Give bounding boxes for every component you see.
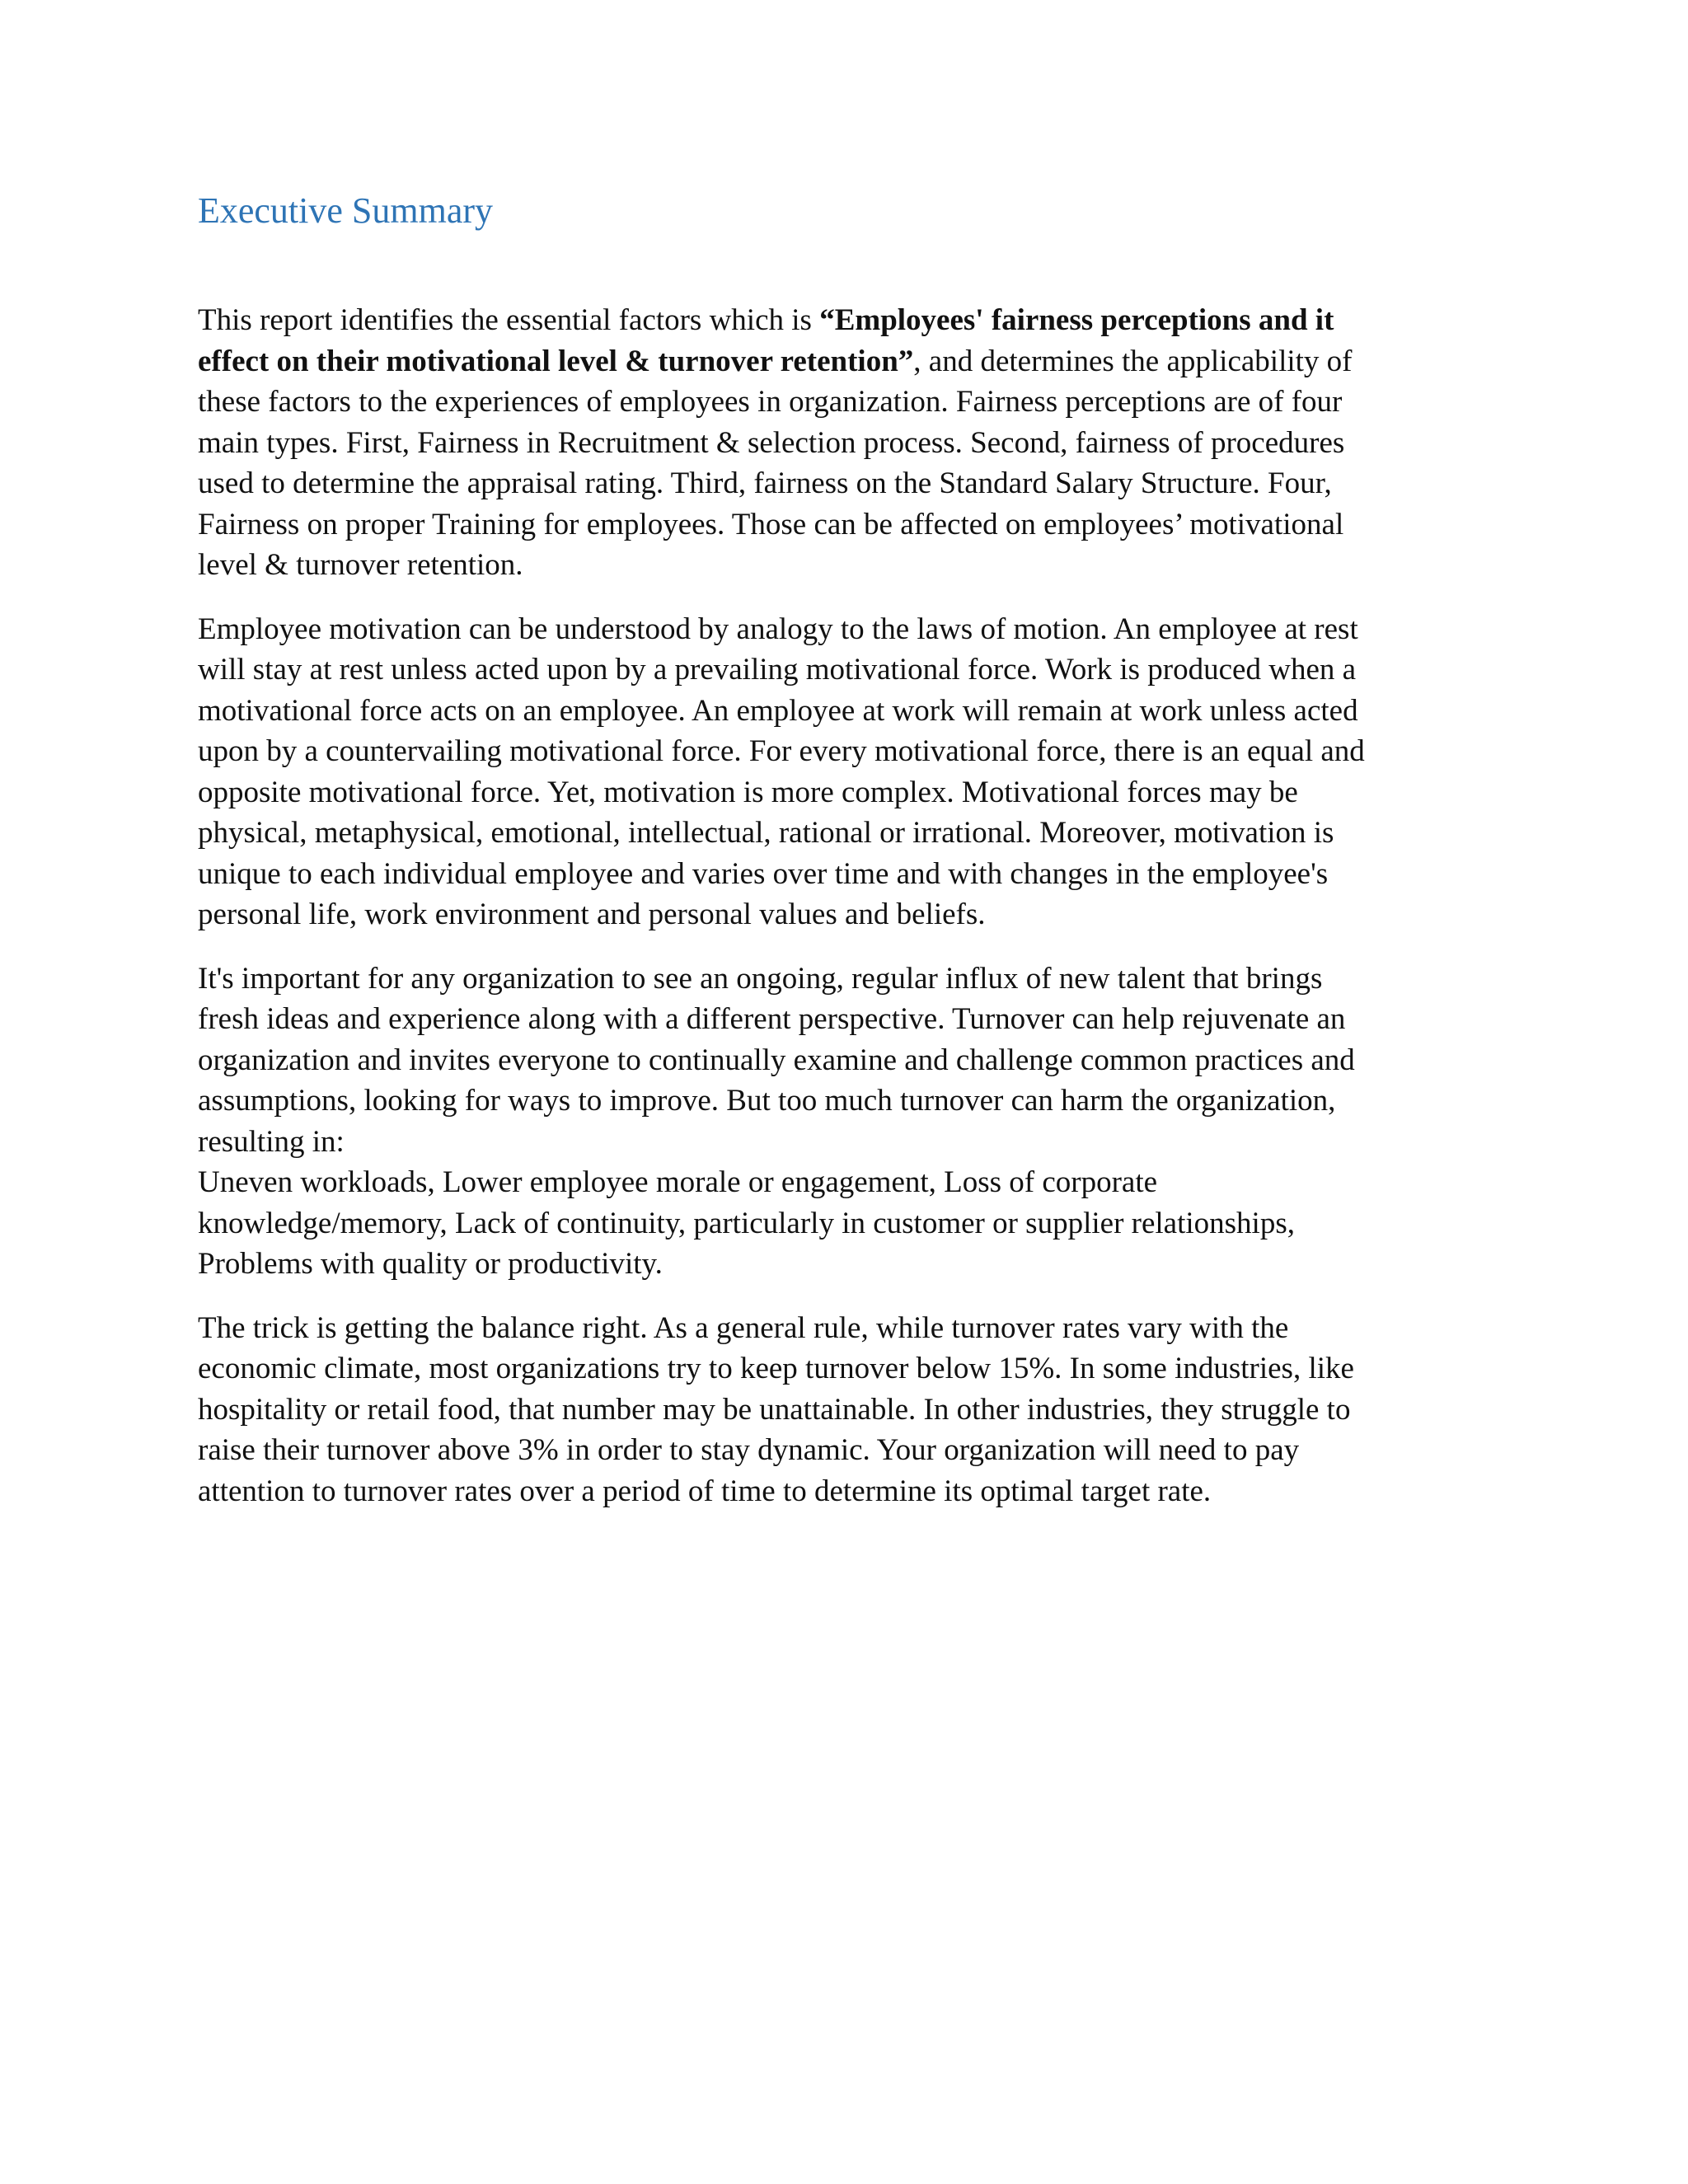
text-line — [198, 341, 1492, 382]
text-line: Uneven workloads, Lower employee morale or engagement, Loss of corporate — [198, 1165, 1158, 1199]
text-line: used to determine the appraisal rating. Third, fairness on the Standard Salary Structure. Four, — [198, 466, 1332, 500]
text-line: resulting in: — [198, 1124, 345, 1159]
paragraph-intro — [198, 300, 1492, 586]
text-line: main types. First, Fairness in Recruitment & selection process. Second, fairness of procedures — [198, 425, 1345, 460]
text-line: fresh ideas and experience along with a different perspective. Turnover can help rejuvenate an — [198, 1002, 1346, 1036]
text-line: level & turnover retention. — [198, 548, 523, 582]
text-run: This report identifies the essential factors which is — [198, 303, 820, 337]
text-line: raise their turnover above 3% in order to stay dynamic. Your organization will need to pay — [198, 1433, 1300, 1467]
bold-report-title: effect on their motivational level & turnover retention” — [198, 344, 914, 378]
text-line: hospitality or retail food, that number may be unattainable. In other industries, they struggle to — [198, 1392, 1351, 1427]
text-line: attention to turnover rates over a period of time to determine its optimal target rate. — [198, 1474, 1212, 1508]
text-line: physical, metaphysical, emotional, intellectual, rational or irrational. Moreover, motivation is — [198, 816, 1334, 850]
text-run: , and determines the applicability of — [913, 344, 1353, 378]
text-line: motivational force acts on an employee. An employee at work will remain at work unless acted — [198, 693, 1358, 728]
text-line: assumptions, looking for ways to improve. But too much turnover can harm the organization, — [198, 1084, 1336, 1118]
text-line: The trick is getting the balance right. As a general rule, while turnover rates vary with the — [198, 1310, 1289, 1345]
text-line: will stay at rest unless acted upon by a prevailing motivational force. Work is produced when a — [198, 653, 1357, 687]
text-line: Problems with quality or productivity. — [198, 1247, 663, 1281]
paragraph-turnover — [198, 958, 1492, 1285]
document-content — [198, 188, 1492, 1535]
paragraph-motivation — [198, 609, 1492, 935]
text-line: unique to each individual employee and varies over time and with changes in the employee's — [198, 856, 1329, 891]
text-line: these factors to the experiences of employees in organization. Fairness perceptions are of four — [198, 385, 1343, 419]
text-line: Fairness on proper Training for employees. Those can be affected on employees’ motivational — [198, 507, 1344, 541]
text-line: upon by a countervailing motivational force. For every motivational force, there is an equal and — [198, 734, 1365, 768]
text-line: Employee motivation can be understood by analogy to the laws of motion. An employee at rest — [198, 612, 1358, 646]
paragraph-balance — [198, 1308, 1492, 1512]
bold-report-title: “Employees' fairness perceptions and it — [819, 303, 1334, 337]
text-line: economic climate, most organizations try to keep turnover below 15%. In some industries, like — [198, 1352, 1354, 1385]
text-line: It's important for any organization to see an ongoing, regular influx of new talent that brings — [198, 961, 1323, 996]
text-line: personal life, work environment and personal values and beliefs. — [198, 898, 986, 931]
text-line: knowledge/memory, Lack of continuity, particularly in customer or supplier relationships, — [198, 1206, 1295, 1240]
section-heading: Executive Summary — [198, 190, 494, 231]
text-line — [198, 300, 1492, 341]
text-line: opposite motivational force. Yet, motivation is more complex. Motivational forces may be — [198, 775, 1298, 809]
text-line: organization and invites everyone to continually examine and challenge common practices and — [198, 1043, 1355, 1077]
